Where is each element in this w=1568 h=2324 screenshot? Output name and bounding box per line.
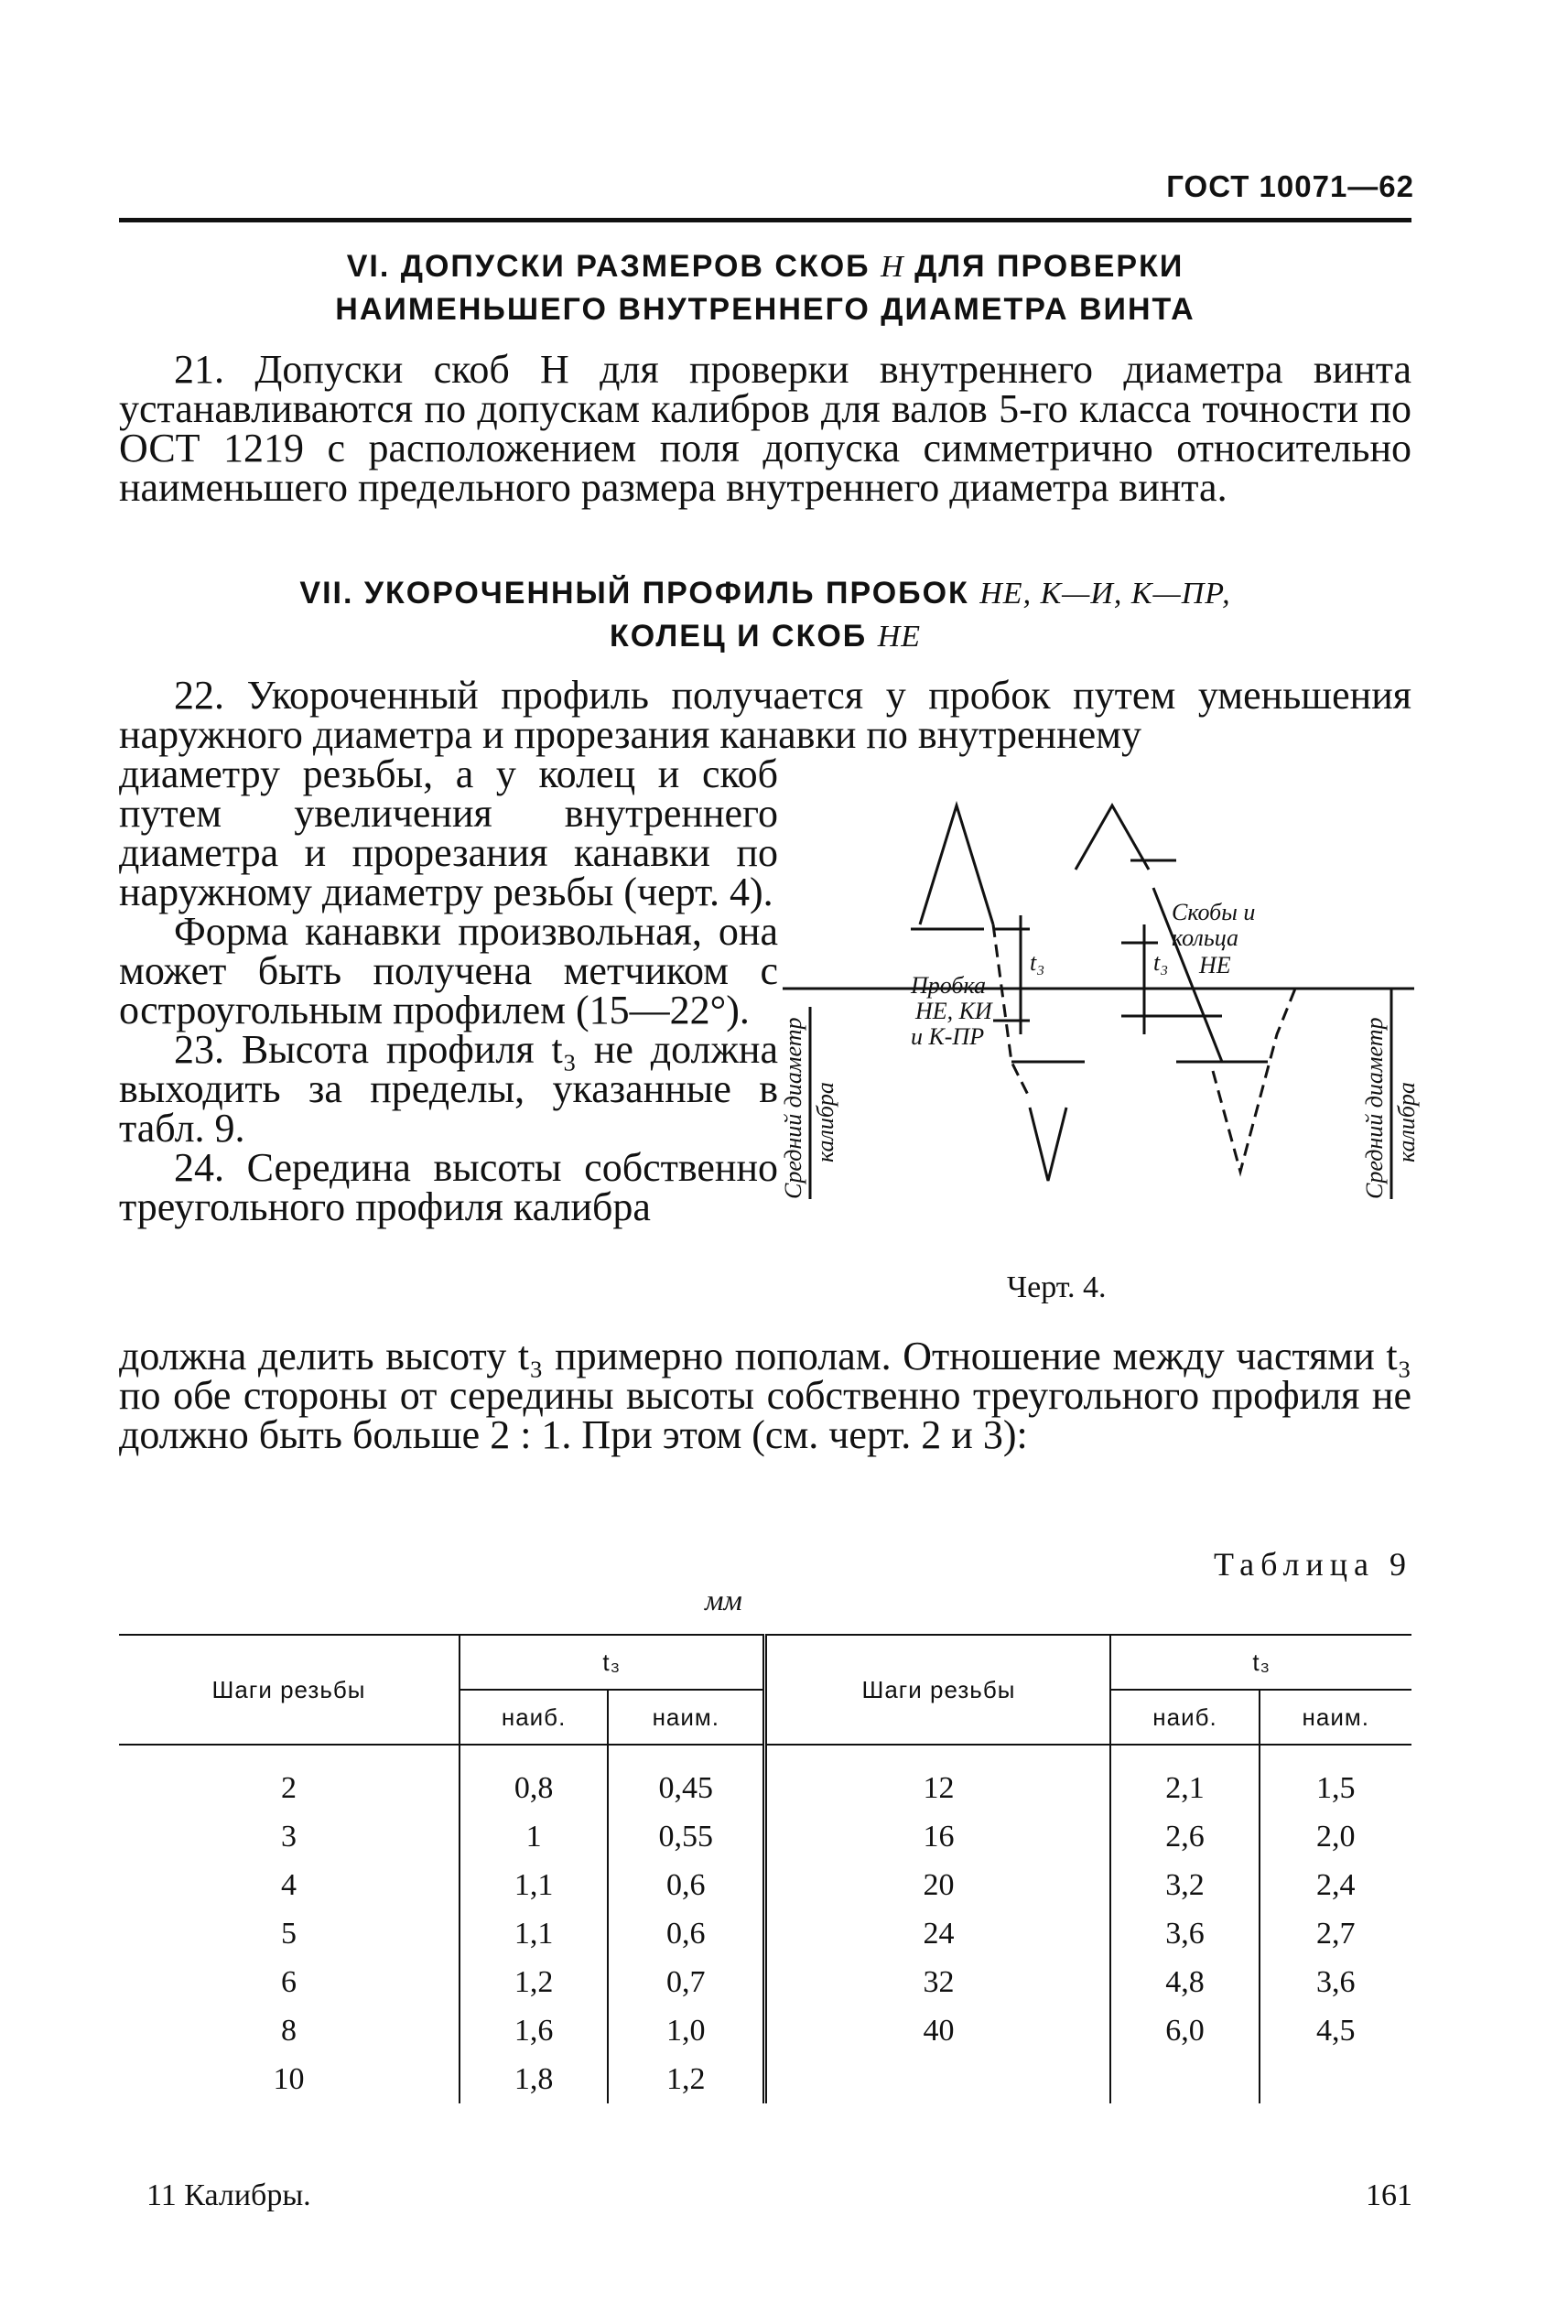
table-cell: 1,2 [460, 1958, 608, 2006]
table-cell: 2,4 [1260, 1861, 1411, 1909]
table-cell: 24 [765, 1909, 1110, 1958]
table-cell: 5 [281, 1916, 297, 1951]
header-max-left: наиб. [460, 1690, 608, 1745]
table-cell: 1,6 [460, 2006, 608, 2055]
paragraph-24-rest [119, 1334, 1411, 1457]
table-cell: 1,5 [1260, 1745, 1411, 1812]
figure-caption: Черт. 4. [1007, 1270, 1107, 1304]
plug-tooth-dashed [993, 924, 1030, 1098]
table-cell: 40 [765, 2006, 1110, 2055]
plug-tooth-outline [920, 805, 993, 924]
table-cell: 4 [281, 1867, 297, 1902]
label-probka-3: и К-ПР [911, 1023, 985, 1050]
section-6-title-line2: НАИМЕНЬШЕГО ВНУТРЕННЕГО ДИАМЕТРА ВИНТА [335, 292, 1195, 327]
label-probka-2: НЕ, КИ [915, 998, 992, 1024]
table-cell [765, 2055, 1110, 2103]
label-skoby-2: кольца [1172, 924, 1239, 951]
table-cell: 3 [281, 1819, 297, 1854]
table-row [119, 1812, 1411, 1861]
header-pitch-right: Шаги резьбы [765, 1635, 1110, 1745]
section-7-title-part1: VII. УКОРОЧЕННЫЙ ПРОФИЛЬ ПРОБОК [299, 576, 969, 611]
table-row [119, 1958, 1411, 2006]
header-t3-left: t₃ [460, 1635, 765, 1690]
table-unit: мм [705, 1584, 742, 1616]
table-cell [1260, 2055, 1411, 2103]
paragraph-22-rest: диаметру резьбы, а у колец и скоб путем увеличения внутреннего диаметра и прорезания канавки по наружному диаметру резьбы (черт. 4). [119, 751, 778, 914]
table-cell: 2,6 [1110, 1812, 1259, 1861]
table-cell: 0,6 [608, 1909, 765, 1958]
right-axis-label-1: Средний диаметр [1361, 1017, 1388, 1199]
right-axis-label-2: калибра [1393, 1082, 1420, 1162]
table-cell: 1,0 [608, 2006, 765, 2055]
table-row [119, 1909, 1411, 1958]
table-cell: 32 [765, 1958, 1110, 2006]
label-probka-1: Пробка [911, 972, 987, 999]
table-cell: 2,7 [1260, 1909, 1411, 1958]
table-row [119, 2055, 1411, 2103]
table-caption: Таблица 9 [1214, 1546, 1412, 1583]
paragraph-24-text: должна делить высоту t₃ примерно пополам. Отношение между частями t₃ по обе стороны от середины высоты собственно треугольного профиля не должно быть больше 2 : 1. При этом (см. черт. 2 и 3): [119, 1334, 1411, 1457]
table-row [119, 1861, 1411, 1909]
table-cell: 0,55 [608, 1812, 765, 1861]
table-row [119, 1745, 1411, 1812]
table-cell: 0,45 [608, 1745, 765, 1812]
paragraph-23: 23. Высота профиля t₃ не должна выходить за пределы, указанные в табл. 9. [119, 1027, 778, 1151]
table-9 [119, 1634, 1411, 2103]
section-6-title [119, 245, 1411, 330]
table-cell: 3,2 [1110, 1861, 1259, 1909]
table-cell: 2 [281, 1770, 297, 1805]
page-number: 161 [1366, 2178, 1412, 2212]
table-cell: 2,0 [1260, 1812, 1411, 1861]
table-cell: 0,7 [608, 1958, 765, 2006]
table-row [119, 2006, 1411, 2055]
header-max-right: наиб. [1110, 1690, 1259, 1745]
section-7-title-part2: КОЛЕЦ И СКОБ [609, 619, 868, 654]
label-t3-right: t₃ [1153, 949, 1169, 976]
table-cell: 8 [281, 2013, 297, 2048]
table-cell: 20 [765, 1861, 1110, 1909]
profile-figure [780, 796, 1420, 1291]
paragraph-22-text: 22. Укороченный профиль получается у пробок путем уменьшения наружного диаметра и прорезания канавки по внутреннему [119, 673, 1411, 757]
paragraph-21 [119, 347, 1411, 510]
narrow-column [119, 751, 778, 1229]
ring-lower-dashed [1213, 989, 1295, 1172]
table-cell: 1,1 [460, 1909, 608, 1958]
label-skoby-3: НЕ [1199, 952, 1231, 978]
table-cell: 1,2 [608, 2055, 765, 2103]
table-cell: 3,6 [1110, 1909, 1259, 1958]
table-cell: 0,6 [608, 1861, 765, 1909]
table-cell: 4,5 [1260, 2006, 1411, 2055]
table-cell: 1 [460, 1812, 608, 1861]
left-axis-label-2: калибра [812, 1082, 838, 1162]
header-min-right: наим. [1260, 1690, 1411, 1745]
table-cell: 3,6 [1260, 1958, 1411, 2006]
header-t3-right: t₃ [1110, 1635, 1411, 1690]
table-cell: 1,8 [460, 2055, 608, 2103]
table-cell: 0,8 [460, 1745, 608, 1812]
document-code: ГОСТ 10071—62 [1166, 169, 1414, 203]
section-6-title-part1: VI. ДОПУСКИ РАЗМЕРОВ СКОБ [346, 249, 871, 284]
table-9-body [119, 1745, 1411, 2103]
paragraph-22-start [119, 673, 1411, 757]
section-7-title-italic1: НЕ, К—И, К—ПР, [979, 577, 1231, 611]
section-7-title-italic2: НЕ [877, 620, 922, 654]
header-rule [119, 218, 1411, 222]
paragraph-24-start: 24. Середина высоты собственно треугольного профиля калибра [119, 1145, 778, 1229]
table-cell: 6,0 [1110, 2006, 1259, 2055]
section-7-title [119, 572, 1411, 658]
table-cell: 12 [765, 1745, 1110, 1812]
section-6-title-italic: Н [881, 250, 904, 284]
table-cell: 6 [281, 1964, 297, 1999]
paragraph-21-text: 21. Допуски скоб Н для проверки внутреннего диаметра винта устанавливаются по допускам калибров для валов 5-го класса точности по ОСТ 1219 с расположением поля допуска симметрично относительно наименьшего предельного размера внутреннего диаметра винта. [119, 347, 1411, 510]
plug-lower-tooth [1030, 1108, 1066, 1181]
table-cell [1110, 2055, 1259, 2103]
header-pitch-left: Шаги резьбы [211, 1675, 366, 1703]
header-min-left: наим. [608, 1690, 765, 1745]
table-cell: 1,1 [460, 1861, 608, 1909]
section-6-title-part2: ДЛЯ ПРОВЕРКИ [914, 249, 1184, 284]
table-cell: 16 [765, 1812, 1110, 1861]
label-t3-left: t₃ [1030, 949, 1045, 976]
paragraph-groove-form: Форма канавки произвольная, она может быть получена метчиком с остроугольным профилем (15—22°). [119, 909, 778, 1032]
table-cell: 10 [273, 2061, 305, 2096]
table-cell: 4,8 [1110, 1958, 1259, 2006]
table-cell: 2,1 [1110, 1745, 1259, 1812]
footer-left: 11 Калибры. [146, 2178, 311, 2212]
left-axis-label-1: Средний диаметр [780, 1017, 806, 1199]
label-skoby-1: Скобы и [1172, 899, 1256, 925]
